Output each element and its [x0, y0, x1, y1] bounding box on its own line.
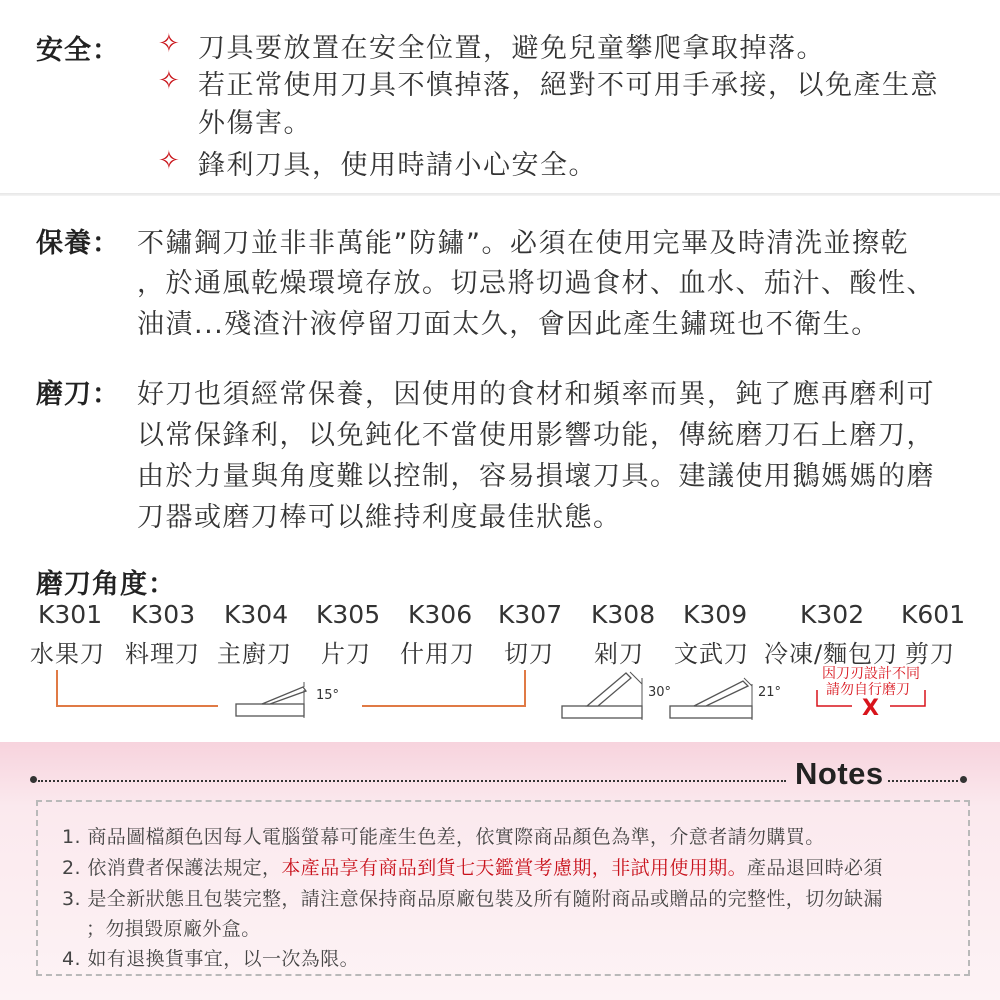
knife-15-diagram — [236, 682, 306, 718]
knife-name: 水果刀 — [30, 640, 105, 668]
cross-icon: X — [862, 696, 879, 721]
note-item-4 — [62, 944, 359, 971]
warning-text-1: 因刀刃設計不同 — [822, 666, 920, 682]
bracket-right — [362, 670, 525, 706]
knife-code: K308 — [591, 600, 656, 629]
knife-name: 冷凍/麵包刀 — [764, 640, 899, 668]
knife-21-diagram — [670, 678, 752, 720]
note-number: 1. — [62, 826, 81, 848]
note-item-1 — [62, 822, 825, 849]
knife-name: 剪刀 — [905, 640, 955, 668]
knife-name: 片刀 — [321, 640, 371, 668]
sharpening-line-1: 好刀也須經常保養，因使用的食材和頻率而異，鈍了應再磨利可 — [137, 379, 935, 410]
knife-name: 料理刀 — [125, 640, 200, 668]
note-number: 3. — [62, 888, 81, 910]
knife-name: 主廚刀 — [217, 640, 292, 668]
safety-line-2: 若正常使用刀具不慎掉落，絕對不可用手承接，以免產生意 — [198, 70, 939, 101]
knife-name: 文武刀 — [674, 640, 749, 668]
sharpening-label: 磨刀： — [36, 379, 120, 410]
maintenance-line-3: 油漬...殘渣汁液停留刀面太久，會因此產生鏽斑也不衛生。 — [137, 309, 880, 340]
sparkle-icon: ✧ — [158, 66, 180, 96]
knife-name: 剁刀 — [594, 640, 644, 668]
dot-marker — [30, 776, 37, 783]
note-text: ；勿損毀原廠外盒。 — [86, 918, 261, 940]
sparkle-icon: ✧ — [158, 29, 180, 59]
note-text: 產品退回時必須 — [747, 857, 883, 879]
notes-rule-left — [38, 780, 786, 782]
warning-text-2: 請勿自行磨刀 — [826, 682, 910, 698]
angle-21-label: 21° — [758, 685, 782, 700]
knife-code: K306 — [408, 600, 473, 629]
note-number: 4. — [62, 948, 81, 970]
note-text: 是全新狀態且包裝完整，請注意保持商品原廠包裝及所有隨附商品或贈品的完整性，切勿缺漏 — [87, 888, 883, 910]
note-item-3 — [62, 884, 883, 911]
safety-label: 安全： — [36, 35, 120, 66]
bracket-left — [57, 670, 218, 706]
notes-title: Notes — [795, 756, 884, 791]
notes-rule-right — [888, 780, 958, 782]
knife-code: K302 — [800, 600, 865, 629]
angles-label: 磨刀角度： — [36, 569, 176, 600]
note-item-2 — [62, 853, 883, 880]
knife-code: K304 — [224, 600, 289, 629]
knife-name: 什用刀 — [400, 640, 475, 668]
angle-30-label: 30° — [648, 685, 672, 700]
safety-line-1: 刀具要放置在安全位置，避免兒童攀爬拿取掉落。 — [198, 33, 825, 64]
knife-code: K307 — [498, 600, 563, 629]
knife-30-diagram — [562, 672, 642, 720]
note-text-highlight: 本產品享有商品到貨七天鑑賞考慮期，非試用使用期。 — [281, 857, 748, 879]
sharpening-line-2: 以常保鋒利，以免鈍化不當使用影響功能，傳統磨刀石上磨刀， — [137, 420, 935, 451]
knife-name: 切刀 — [504, 640, 554, 668]
angle-15-label: 15° — [316, 688, 340, 703]
note-text: 依消費者保護法規定， — [87, 857, 282, 879]
maintenance-label: 保養： — [36, 228, 120, 259]
note-item-3-cont — [86, 914, 261, 941]
note-number: 2. — [62, 857, 81, 879]
note-text: 商品圖檔顏色因每人電腦螢幕可能產生色差，依實際商品顏色為準，介意者請勿購買。 — [87, 826, 825, 848]
section-divider — [0, 193, 1000, 196]
knife-code: K309 — [683, 600, 748, 629]
knife-code: K305 — [316, 600, 381, 629]
maintenance-line-2: ，於通風乾燥環境存放。切忌將切過食材、血水、茄汁、酸性、 — [137, 268, 935, 299]
maintenance-line-1: 不鏽鋼刀並非非萬能”防鏽”。必須在使用完畢及時清洗並擦乾 — [137, 228, 909, 259]
safety-line-3: 外傷害。 — [198, 108, 312, 139]
dot-marker — [960, 776, 967, 783]
sharpening-line-3: 由於力量與角度難以控制，容易損壞刀具。建議使用鵝媽媽的磨 — [137, 461, 935, 492]
knife-code: K601 — [901, 600, 966, 629]
note-text: 如有退換貨事宜，以一次為限。 — [87, 948, 359, 970]
knife-code: K303 — [131, 600, 196, 629]
sparkle-icon: ✧ — [158, 146, 180, 176]
sharpening-line-4: 刀器或磨刀棒可以維持利度最佳狀態。 — [137, 502, 622, 533]
knife-code: K301 — [38, 600, 103, 629]
safety-line-4: 鋒利刀具，使用時請小心安全。 — [198, 150, 597, 181]
